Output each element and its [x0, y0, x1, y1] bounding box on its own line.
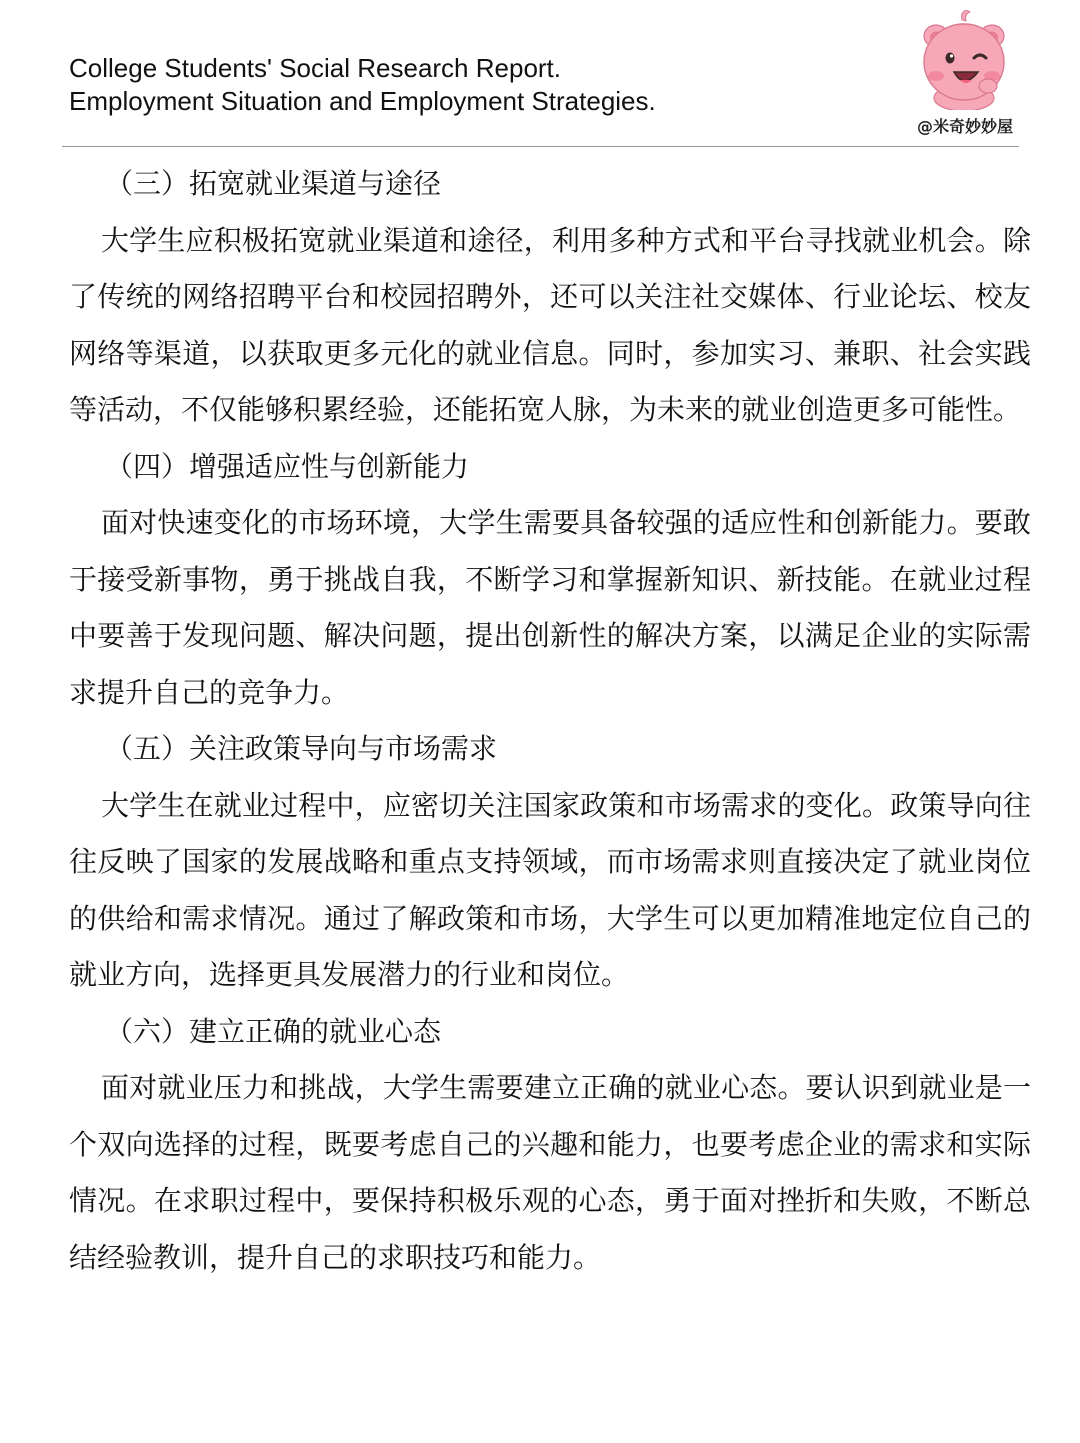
title-line-1: College Students' Social Research Report.: [69, 53, 562, 83]
section-paragraph: 面对快速变化的市场环境，大学生需要具备较强的适应性和创新能力。要敢于接受新事物，勇于挑战自我，不断学习和掌握新知识、新技能。在就业过程中要善于发现问题、解决问题，提出创新性的解决方案，以满足企业的实际需求提升自己的竞争力。: [69, 506, 1031, 709]
section-paragraph: 大学生在就业过程中，应密切关注国家政策和市场需求的变化。政策导向往往反映了国家的发展战略和重点支持领域，而市场需求则直接决定了就业岗位的供给和需求情况。通过了解政策和市场，大学生可以更加精准地定位自己的就业方向，选择更具发展潜力的行业和岗位。: [69, 788, 1031, 991]
document-title: [69, 52, 656, 118]
section-heading: （三）拓宽就业渠道与途径: [105, 167, 442, 200]
title-line-2: Employment Situation and Employment Strategies.: [69, 86, 656, 116]
section-paragraph: 大学生应积极拓宽就业渠道和途径，利用多种方式和平台寻找就业机会。除了传统的网络招聘平台和校园招聘外，还可以关注社交媒体、行业论坛、校友网络等渠道，以获取更多元化的就业信息。同时，参加实习、兼职、社会实践等活动，不仅能够积累经验，还能拓宽人脉，为未来的就业创造更多可能性。: [69, 223, 1031, 426]
pink-bear-mascot-icon: [914, 6, 1014, 110]
section-paragraph: 面对就业压力和挑战，大学生需要建立正确的就业心态。要认识到就业是一个双向选择的过程，既要考虑自己的兴趣和能力，也要考虑企业的需求和实际情况。在求职过程中，要保持积极乐观的心态，勇于面对挫折和失败，不断总结经验教训，提升自己的求职技巧和能力。: [69, 1071, 1031, 1274]
article-body: [69, 156, 1031, 1286]
section-heading: （六）建立正确的就业心态: [105, 1014, 442, 1048]
header-divider: [62, 146, 1019, 147]
brand-watermark: @米奇妙妙屋: [916, 117, 1013, 136]
section-heading: （五）关注政策导向与市场需求: [105, 732, 498, 765]
section-heading: （四）增强适应性与创新能力: [105, 449, 470, 483]
